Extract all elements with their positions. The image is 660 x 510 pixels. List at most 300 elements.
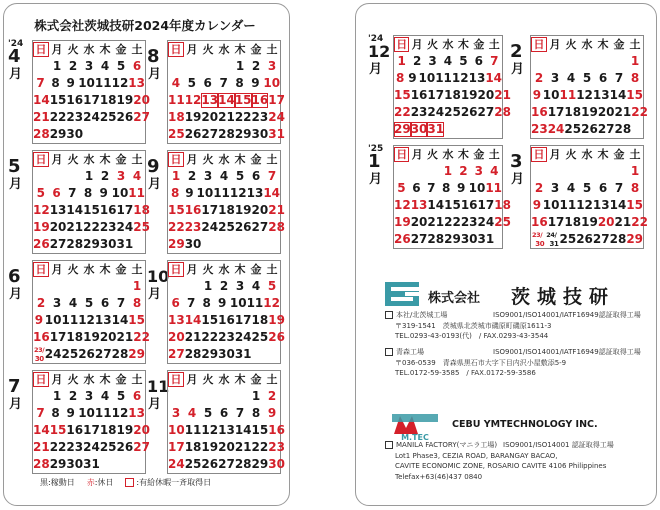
day-cell: 7 (490, 54, 499, 68)
day-cell: 19 (116, 93, 134, 107)
day-cell: 21 (116, 330, 134, 344)
weekday-header: 日 (168, 42, 184, 57)
day-cell: 10 (263, 76, 281, 90)
weekday-header: 月 (186, 263, 198, 276)
day-cell (115, 457, 130, 472)
day-cell: 18 (184, 440, 202, 454)
day-cell (33, 389, 49, 404)
day-cell: 16 (184, 203, 202, 217)
day-cell: 24 (44, 347, 62, 361)
day-cell: 16 (33, 330, 50, 344)
day-cell: 30 (66, 127, 84, 141)
day-cell (579, 164, 595, 179)
company-name: 茨城技研 (511, 286, 616, 308)
day-cell: 12 (111, 406, 129, 420)
day-cell: 6 (132, 59, 142, 73)
weekday-header: 日 (394, 37, 409, 52)
day-cell: 8 (395, 71, 405, 85)
day-cell: 27 (94, 347, 112, 361)
day-cell: 28 (33, 127, 50, 141)
month-kanji: 月 (148, 287, 162, 302)
weekday-header: 金 (613, 38, 625, 51)
day-cell: 1 (443, 164, 453, 178)
day-cell: 15 (444, 198, 461, 212)
day-cell: 14 (218, 93, 235, 107)
calendar-title: 株式会社茨城技研2024年度カレンダー (34, 18, 256, 33)
day-cell: 25 (559, 232, 577, 246)
day-cell: 7 (267, 169, 277, 183)
day-cell: 20 (597, 105, 615, 119)
day-cell (494, 232, 502, 247)
day-cell: 19 (234, 203, 252, 217)
day-cell: 1 (630, 54, 640, 68)
day-cell: 12 (201, 423, 219, 437)
day-cell: 26 (116, 440, 134, 454)
day-cell: 9 (456, 181, 466, 195)
day-cell: 6 (203, 76, 212, 90)
day-cell (97, 279, 113, 294)
day-cell: 23 (99, 220, 117, 234)
day-cell: 8 (51, 76, 60, 90)
day-cell: 21 (268, 203, 285, 217)
day-cell: 9 (66, 76, 75, 90)
month-kanji: 月 (9, 397, 23, 412)
day-cell: 6 (219, 406, 229, 420)
day-cell: 18 (564, 215, 582, 229)
day-cell: 28 (614, 122, 632, 136)
weekday-header: 火 (67, 373, 79, 386)
day-cell (33, 169, 49, 184)
day-cell: 21 (614, 215, 632, 229)
day-cell: 6 (171, 296, 180, 310)
day-cell: 24 (168, 457, 185, 471)
day-cell: 29 (49, 127, 67, 141)
day-cell: 19 (268, 313, 285, 327)
day-cell: 22 (631, 105, 648, 119)
weekday-header: 日 (394, 147, 409, 162)
day-cell: 15 (234, 93, 252, 107)
day-cell: 7 (219, 76, 228, 90)
weekday-header: 月 (549, 148, 561, 161)
weekday-header: 木 (234, 43, 246, 56)
day-cell: 4 (490, 164, 499, 178)
day-cell: 28 (427, 232, 445, 246)
day-cell: 22 (251, 440, 269, 454)
day-cell: 15 (201, 313, 219, 327)
day-cell: 5 (582, 181, 592, 195)
weekday-header: 火 (202, 43, 214, 56)
day-cell: 4 (219, 169, 229, 183)
day-cell: 22 (201, 330, 219, 344)
day-cell (200, 59, 216, 74)
day-cell: 21 (66, 220, 84, 234)
day-cell (184, 279, 200, 294)
day-cell: 23/ 30 (532, 231, 545, 248)
weekday-header: 月 (51, 153, 63, 166)
day-cell: 16 (66, 93, 84, 107)
day-cell: 10 (44, 313, 62, 327)
month-grid-feb (530, 35, 648, 139)
day-cell: 29 (49, 457, 67, 471)
day-cell: 18 (251, 313, 269, 327)
weekday-header: 火 (565, 38, 577, 51)
day-cell (184, 389, 200, 404)
day-cell: 28 (234, 457, 252, 471)
legend-workday: 黒:稼動日 (40, 478, 75, 487)
weekday-header: 木 (457, 38, 469, 51)
day-cell: 20 (49, 220, 67, 234)
day-cell: 14 (111, 313, 129, 327)
day-cell: 25 (99, 440, 117, 454)
day-cell: 23 (460, 215, 478, 229)
day-cell: 24 (116, 220, 134, 234)
day-cell (114, 127, 129, 142)
day-cell: 12 (33, 203, 50, 217)
day-cell (631, 122, 643, 137)
day-cell: 26 (581, 122, 598, 136)
day-cell (130, 127, 145, 142)
day-cell: 12 (394, 198, 411, 212)
day-cell (168, 59, 184, 74)
day-cell (184, 59, 200, 74)
day-cell: 5 (582, 71, 592, 85)
day-cell: 30 (99, 237, 117, 251)
day-cell: 19 (116, 423, 134, 437)
day-cell: 18 (218, 203, 235, 217)
day-cell (488, 122, 502, 137)
checkbox-square-icon (385, 441, 393, 449)
day-cell: 22 (133, 330, 150, 344)
day-cell: 24 (477, 215, 495, 229)
day-cell: 13 (201, 93, 219, 107)
day-cell: 11 (435, 71, 452, 85)
day-cell: 7 (187, 296, 196, 310)
day-cell: 6 (251, 169, 261, 183)
day-cell (252, 347, 266, 362)
day-cell: 19 (201, 440, 219, 454)
day-cell: 21 (184, 330, 202, 344)
day-cell: 18 (99, 93, 117, 107)
day-cell: 19 (460, 88, 478, 102)
day-cell: 6 (598, 71, 608, 85)
day-cell (201, 237, 217, 252)
day-cell: 30 (268, 457, 285, 471)
day-cell: 11 (61, 313, 79, 327)
day-cell: 5 (116, 389, 126, 403)
day-cell: 8 (202, 296, 211, 310)
day-cell: 4 (566, 181, 576, 195)
day-cell: 5 (36, 186, 46, 200)
day-cell: 31 (234, 347, 252, 361)
day-cell: 2 (68, 59, 78, 73)
day-cell: 4 (187, 406, 197, 420)
day-cell (232, 389, 248, 404)
day-cell: 10 (542, 88, 560, 102)
day-cell: 31 (116, 237, 134, 251)
day-cell: 14 (609, 88, 627, 102)
day-cell: 21 (234, 440, 252, 454)
day-cell: 8 (170, 186, 180, 200)
day-cell: 14 (33, 93, 50, 107)
day-cell: 20 (251, 203, 269, 217)
day-cell: 20 (218, 440, 235, 454)
day-cell: 24 (547, 122, 565, 136)
day-cell (33, 279, 49, 294)
day-cell: 15 (168, 203, 185, 217)
day-cell (217, 237, 233, 252)
day-cell: 16 (251, 93, 269, 107)
day-cell: 27 (133, 110, 150, 124)
day-cell: 14 (33, 423, 50, 437)
day-cell: 14 (66, 203, 84, 217)
day-cell: 29 (234, 127, 252, 141)
day-cell: 8 (235, 76, 244, 90)
day-cell: 2 (412, 54, 422, 68)
weekday-header: 木 (234, 373, 246, 386)
weekday-header: 木 (99, 263, 111, 276)
day-cell: 17 (83, 93, 100, 107)
day-cell (473, 122, 487, 137)
month-grid-may (32, 150, 150, 254)
weekday-header: 土 (629, 148, 641, 161)
day-cell (595, 54, 611, 69)
office-manila: MANILA FACTORY(マニラ工場) ISO9001/ISO14001 認証取得工場 Lot1 Phase3, CEZIA ROAD, BARANGAY BACAO, CAVITE ECONOMIC ZONE, ROSARIO CAVITE 4106 Philippines Telefax+63(46)437 0840 (385, 440, 655, 482)
day-cell: 1 (630, 164, 640, 178)
month-grid-jul (32, 370, 150, 474)
day-cell: 26 (201, 457, 219, 471)
day-cell: 18 (66, 330, 84, 344)
month-grid-nov (167, 370, 285, 474)
day-cell: 21 (494, 88, 511, 102)
month-kanji: 月 (9, 67, 23, 82)
day-cell: 6 (100, 296, 110, 310)
day-cell: 13 (94, 313, 112, 327)
day-cell (49, 279, 65, 294)
day-cell: 10 (229, 296, 247, 310)
day-cell: 23 (268, 440, 285, 454)
day-cell: 25 (444, 105, 461, 119)
day-cell: 11 (559, 198, 577, 212)
weekday-header: 水 (218, 263, 230, 276)
day-cell: 31 (83, 457, 100, 471)
month-kanji: 月 (9, 287, 23, 302)
day-cell: 7 (235, 406, 245, 420)
day-cell: 8 (51, 406, 60, 420)
day-cell: 10 (542, 198, 560, 212)
day-cell: 1 (171, 169, 181, 183)
day-cell (444, 122, 458, 137)
day-cell: 11 (246, 296, 264, 310)
day-cell: 3 (203, 169, 213, 183)
weekday-header: 水 (581, 38, 593, 51)
day-cell: 11 (94, 406, 112, 420)
day-cell: 15 (49, 423, 67, 437)
day-cell: 1 (84, 169, 94, 183)
month-grid-apr (32, 40, 150, 144)
day-cell: 28 (494, 105, 511, 119)
day-cell: 13 (246, 186, 264, 200)
day-cell: 23 (531, 122, 548, 136)
day-cell: 13 (218, 423, 235, 437)
month-grid-mar (530, 145, 648, 249)
weekday-header: 金 (250, 153, 262, 166)
day-cell: 25 (564, 122, 582, 136)
day-cell: 2 (187, 169, 197, 183)
day-cell: 11 (559, 88, 577, 102)
weekday-header: 日 (531, 37, 547, 52)
day-cell: 15 (394, 88, 411, 102)
day-cell: 1 (251, 389, 261, 403)
day-cell: 9 (185, 186, 194, 200)
weekday-header: 火 (202, 263, 214, 276)
day-cell: 9 (251, 76, 260, 90)
month-number: 4 (8, 46, 21, 67)
weekday-header: 月 (411, 148, 423, 161)
day-cell: 17 (477, 198, 495, 212)
weekday-header: 金 (115, 263, 127, 276)
day-cell: 2 (219, 279, 229, 293)
weekday-header: 火 (67, 263, 79, 276)
weekday-header: 月 (186, 153, 198, 166)
weekday-header: 月 (411, 38, 423, 51)
weekday-header: 日 (168, 372, 184, 387)
day-cell: 25 (133, 220, 150, 234)
day-cell: 3 (267, 59, 277, 73)
day-cell: 1 (235, 59, 245, 73)
day-cell: 10 (418, 71, 436, 85)
month-number: 9 (147, 156, 160, 177)
day-cell: 9 (66, 406, 75, 420)
day-cell: 22 (49, 110, 67, 124)
day-cell: 9 (267, 406, 277, 420)
day-cell: 17 (49, 330, 67, 344)
day-cell: 19 (581, 215, 598, 229)
day-cell: 17 (116, 203, 134, 217)
legend-holiday: 赤:休日 (86, 478, 114, 487)
weekday-header: 水 (218, 43, 230, 56)
day-cell: 17 (168, 440, 185, 454)
day-cell: 18 (168, 110, 185, 124)
day-cell: 28 (33, 457, 50, 471)
weekday-header: 木 (99, 373, 111, 386)
day-cell: 25 (494, 215, 511, 229)
day-cell: 18 (444, 88, 461, 102)
day-cell: 16 (410, 88, 428, 102)
checkbox-square-icon (385, 348, 393, 356)
weekday-header: 月 (51, 43, 63, 56)
day-cell (216, 59, 232, 74)
day-cell: 13 (468, 71, 486, 85)
day-cell: 2 (36, 296, 46, 310)
day-cell (200, 389, 216, 404)
day-cell: 1 (397, 54, 406, 68)
day-cell: 14 (184, 313, 202, 327)
weekday-header: 木 (457, 148, 469, 161)
weekday-header: 水 (218, 373, 230, 386)
legend-paid-leave: :有給休暇一斉取得日 (125, 477, 211, 488)
day-cell (133, 237, 145, 252)
day-cell: 3 (235, 279, 245, 293)
month-kanji: 月 (148, 67, 162, 82)
weekday-header: 木 (597, 38, 609, 51)
day-cell: 28 (609, 232, 627, 246)
weekday-header: 金 (473, 148, 485, 161)
day-cell: 3 (550, 181, 560, 195)
day-cell: 19 (394, 215, 411, 229)
weekday-header: 土 (488, 148, 500, 161)
day-cell: 19 (581, 105, 598, 119)
day-cell: 2 (534, 181, 544, 195)
day-cell: 7 (116, 296, 126, 310)
day-cell: 22 (49, 440, 67, 454)
day-cell: 24 (83, 440, 100, 454)
day-cell: 18 (564, 105, 582, 119)
day-cell: 28 (111, 347, 129, 361)
day-cell: 30 (410, 122, 428, 136)
day-cell: 21 (614, 105, 632, 119)
day-cell: 12 (263, 296, 280, 310)
month-number: 8 (147, 46, 160, 67)
day-cell: 7 (68, 186, 77, 200)
weekday-header: 土 (266, 153, 278, 166)
day-cell: 14 (609, 198, 627, 212)
day-cell: 26 (33, 237, 50, 251)
day-cell (579, 54, 595, 69)
day-cell: 19 (83, 330, 100, 344)
weekday-header: 木 (99, 43, 111, 56)
day-cell: 5 (397, 181, 406, 195)
day-cell: 16 (268, 423, 285, 437)
day-cell: 21 (33, 440, 50, 454)
day-cell: 27 (49, 237, 67, 251)
day-cell: 13 (128, 76, 145, 90)
weekday-header: 日 (168, 152, 184, 167)
day-cell (100, 457, 115, 472)
day-cell: 3 (550, 71, 560, 85)
day-cell: 9 (99, 186, 108, 200)
day-cell: 16 (531, 215, 548, 229)
weekday-header: 火 (202, 153, 214, 166)
day-cell (33, 59, 49, 74)
month-number: 2 (510, 41, 523, 62)
day-cell: 6 (598, 181, 608, 195)
weekday-header: 水 (83, 373, 95, 386)
office-honsha: 本社/北茨城工場 ISO9001/ISO14001/IATF16949認証取得工場 〒319-1541 茨城県北茨城市磯原町磯原1611-3 TEL.0293-43-0193(代) / FAX.0293-43-3544 (385, 310, 655, 342)
month-number: 12 (368, 42, 391, 61)
weekday-header: 土 (131, 373, 143, 386)
weekday-header: 土 (266, 263, 278, 276)
month-number: 11 (147, 377, 170, 396)
day-cell: 28 (66, 237, 84, 251)
day-cell: 4 (68, 296, 78, 310)
ymtec-logo-icon (390, 412, 440, 442)
day-cell (83, 127, 98, 142)
day-cell (547, 164, 563, 179)
day-cell: 5 (84, 296, 94, 310)
year-label: '24 (368, 34, 384, 44)
month-grid-dec (393, 35, 511, 139)
month-number: 10 (147, 267, 170, 286)
day-cell (394, 164, 409, 179)
month-grid-jun (32, 260, 150, 364)
day-cell: 22 (83, 220, 100, 234)
weekday-header: 水 (83, 43, 95, 56)
day-cell: 23 (251, 110, 269, 124)
day-cell: 29 (251, 457, 269, 471)
day-cell: 9 (217, 296, 227, 310)
weekday-header: 金 (250, 43, 262, 56)
day-cell: 11 (128, 186, 145, 200)
